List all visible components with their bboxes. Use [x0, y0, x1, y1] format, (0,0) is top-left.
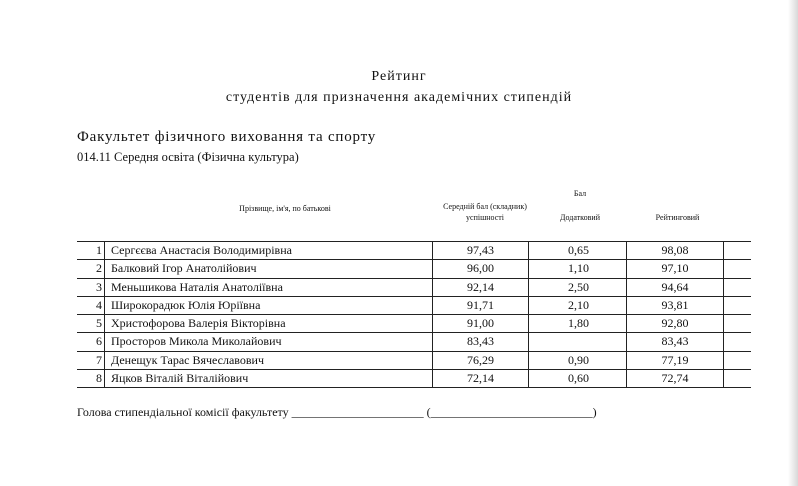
bonus-score: 1,80 — [568, 316, 589, 331]
program-name: 014.11 Середня освіта (Фізична культура) — [77, 150, 299, 164]
student-name: Яцков Віталій Віталійович — [111, 371, 249, 386]
student-name: Денещук Тарас Вячеславович — [111, 352, 265, 367]
column-divider — [528, 352, 529, 369]
column-divider — [528, 370, 529, 387]
row-number: 7 — [77, 352, 105, 369]
header-name: Прізвище, ім'я, по батькові — [239, 204, 331, 213]
column-divider — [528, 297, 529, 314]
bonus-score: 2,10 — [568, 297, 589, 312]
average-score: 96,00 — [467, 261, 494, 276]
average-score: 76,29 — [467, 352, 494, 367]
average-score: 91,00 — [467, 316, 494, 331]
bonus-score: 0,60 — [568, 371, 589, 386]
column-divider — [723, 260, 724, 277]
column-divider — [528, 279, 529, 296]
row-number: 4 — [77, 297, 105, 314]
rating-score: 83,43 — [661, 334, 689, 349]
rating-score: 97,10 — [661, 261, 689, 276]
student-name: Просторов Микола Миколайович — [111, 334, 282, 349]
average-score: 91,71 — [467, 297, 494, 312]
rating-score: 93,81 — [661, 297, 689, 312]
table-row — [77, 352, 751, 370]
column-divider — [723, 297, 724, 314]
header-rating: Рейтинговий — [655, 213, 700, 222]
table-row — [77, 315, 751, 333]
document-subtitle: студентів для призначення академічних стипендій — [225, 90, 573, 105]
column-divider — [528, 242, 529, 259]
table-row — [77, 260, 751, 278]
student-name: Христофорова Валерія Вікторівна — [111, 316, 286, 331]
row-number: 2 — [77, 260, 105, 277]
rating-score: 98,08 — [661, 243, 689, 257]
rating-score: 77,19 — [661, 352, 689, 367]
column-divider — [723, 333, 724, 350]
table-row — [77, 279, 751, 297]
document-title: Рейтинг — [371, 69, 427, 84]
faculty-name: Факультет фізичного виховання та спорту — [77, 129, 377, 145]
average-score: 72,14 — [467, 371, 494, 386]
average-score: 83,43 — [467, 334, 494, 349]
column-divider — [723, 370, 724, 387]
table-row — [77, 241, 751, 260]
header-bonus: Додатковий — [560, 213, 600, 222]
average-score: 97,43 — [467, 243, 494, 257]
table-row — [77, 370, 751, 388]
column-divider — [528, 315, 529, 332]
bonus-score: 1,10 — [568, 261, 589, 276]
column-divider — [723, 279, 724, 296]
column-divider — [723, 242, 724, 259]
commission-signature-line: Голова стипендіальної комісії факультету ______________________ (___________________________) — [77, 405, 597, 419]
rating-score: 94,64 — [661, 279, 689, 294]
column-divider — [528, 333, 529, 350]
header-score-group: Бал — [573, 189, 587, 198]
bonus-score: 0,65 — [568, 243, 589, 257]
average-score: 92,14 — [467, 279, 494, 294]
header-average: Середній бал (складник) успішності — [443, 202, 527, 222]
row-number: 5 — [77, 315, 105, 332]
student-name: Балковий Ігор Анатолійович — [111, 261, 257, 276]
rating-table — [77, 241, 751, 388]
student-name: Меньшикова Наталія Анатоліївна — [111, 279, 283, 294]
bonus-score: 2,50 — [568, 279, 589, 294]
student-name: Сергєєва Анастасія Володимирівна — [111, 243, 292, 257]
bonus-score — [531, 333, 626, 350]
row-number: 6 — [77, 333, 105, 350]
rating-score: 92,80 — [661, 316, 689, 331]
bonus-score: 0,90 — [568, 352, 589, 367]
column-divider — [723, 352, 724, 369]
column-divider — [723, 315, 724, 332]
row-number: 8 — [77, 370, 105, 387]
student-name: Широкорадюк Юлія Юріївна — [111, 297, 261, 312]
row-number: 1 — [77, 242, 105, 259]
column-divider — [528, 260, 529, 277]
row-number: 3 — [77, 279, 105, 296]
rating-score: 72,74 — [661, 371, 689, 386]
table-row — [77, 333, 751, 351]
table-row — [77, 297, 751, 315]
